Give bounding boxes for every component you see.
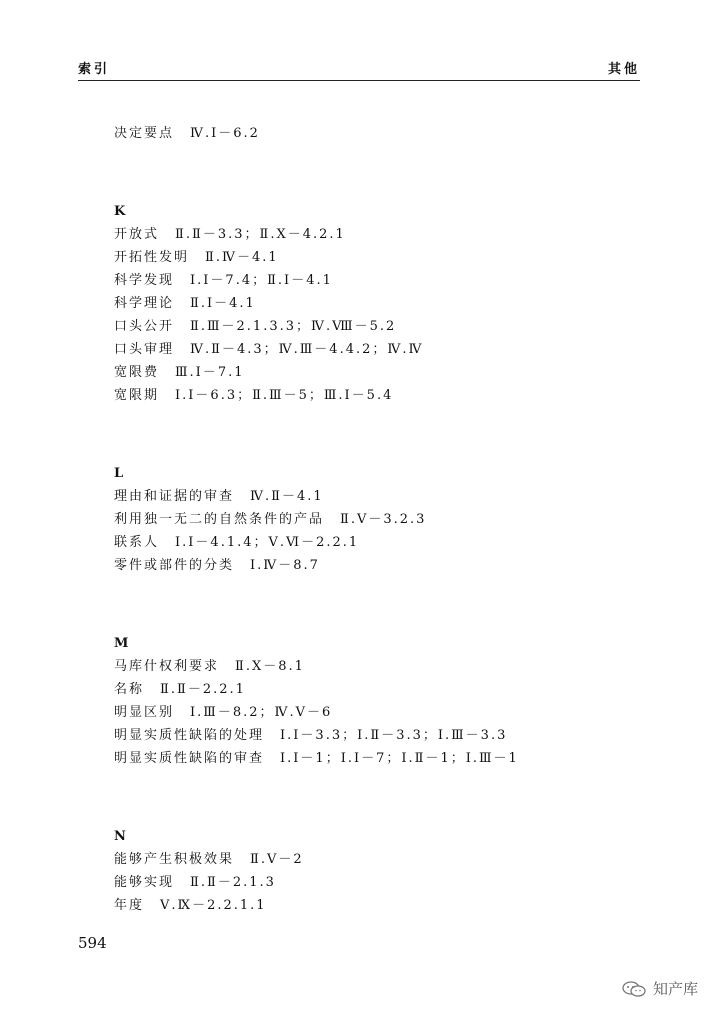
entry-reference: Ⅱ.Ⅱ－2.1.3 [190,875,276,890]
entry-term: 口头公开 [114,319,175,334]
header-right-title: 其他 [607,62,640,77]
entry-term: 名称 [114,682,145,697]
entry-term: 宽限期 [114,388,160,403]
entry-term: 年度 [114,898,145,913]
entry-term: 明显实质性缺陷的处理 [114,728,265,743]
entry-reference: Ⅳ.Ⅱ－4.1 [250,489,324,504]
index-entry [114,554,674,577]
entry-reference: Ⅱ.Ⅱ－3.3；Ⅱ.Ⅹ－4.2.1 [175,227,346,242]
entry-reference: Ⅰ.Ⅲ－8.2；Ⅳ.Ⅴ－6 [190,705,333,720]
entry-term: 开放式 [114,227,160,242]
entry-reference: Ⅰ.Ⅰ－1；Ⅰ.Ⅰ－7；Ⅰ.Ⅱ－1；Ⅰ.Ⅲ－1 [280,751,519,766]
index-entry [114,678,674,701]
index-entry [114,655,674,678]
index-entry [114,485,674,508]
entry-term: 明显实质性缺陷的审查 [114,751,265,766]
index-section [114,203,674,407]
entry-reference: Ⅱ.Ⅴ－2 [250,852,304,867]
index-entry [114,531,674,554]
entry-term: 科学理论 [114,296,175,311]
index-entry [114,269,674,292]
entry-term: 决定要点 [114,126,175,141]
entry-reference: Ⅱ.Ⅳ－4.1 [205,250,279,265]
index-entry [114,701,674,724]
index-entry [114,894,674,917]
index-entry [114,338,674,361]
entry-reference: Ⅱ.Ⅱ－2.2.1 [160,682,246,697]
index-entry [114,747,674,770]
entry-term: 口头审理 [114,342,175,357]
index-entry [114,292,674,315]
entry-term: 利用独一无二的自然条件的产品 [114,512,325,527]
header-rule [78,80,640,81]
entry-term: 零件或部件的分类 [114,558,235,573]
entry-term: 能够产生积极效果 [114,852,235,867]
wechat-icon [621,981,647,997]
index-section [114,635,674,770]
index-content [114,122,674,975]
section-letter: N [114,829,126,844]
entry-reference: Ⅰ.Ⅰ－7.4；Ⅱ.Ⅰ－4.1 [190,273,333,288]
index-entry [114,871,674,894]
entry-term: 开拓性发明 [114,250,190,265]
entry-reference: Ⅱ.Ⅹ－8.1 [235,659,305,674]
section-letter: L [114,466,124,481]
index-entry [114,361,674,384]
entry-term: 明显区别 [114,705,175,720]
entry-term: 理由和证据的审查 [114,489,235,504]
index-section [114,828,674,917]
entry-reference: Ⅱ.Ⅰ－4.1 [190,296,256,311]
section-letter: K [114,204,126,219]
index-entry [114,724,674,747]
index-entry [114,223,674,246]
entry-reference: Ⅰ.Ⅰ－3.3；Ⅰ.Ⅱ－3.3；Ⅰ.Ⅲ－3.3 [280,728,508,743]
entry-term: 联系人 [114,535,160,550]
index-entry [114,508,674,531]
index-entry [114,315,674,338]
entry-reference: Ⅴ.Ⅸ－2.2.1.1 [160,898,267,913]
entry-term: 马库什权利要求 [114,659,220,674]
entry-reference: Ⅳ.Ⅰ－6.2 [190,126,260,141]
entry-term: 能够实现 [114,875,175,890]
watermark [621,978,698,999]
entry-reference: Ⅰ.Ⅰ－6.3；Ⅱ.Ⅲ－5；Ⅲ.Ⅰ－5.4 [175,388,394,403]
page-number: 594 [78,934,107,952]
entry-reference: Ⅳ.Ⅱ－4.3；Ⅳ.Ⅲ－4.4.2；Ⅳ.Ⅳ [190,342,424,357]
index-section [114,465,674,577]
entry-reference: Ⅰ.Ⅰ－4.1.4；Ⅴ.Ⅵ－2.2.1 [175,535,360,550]
entry-reference: Ⅲ.Ⅰ－7.1 [175,365,245,380]
watermark-text: 知产库 [652,980,698,998]
entry-reference: Ⅱ.Ⅴ－3.2.3 [340,512,427,527]
index-entry [114,384,674,407]
index-section [114,122,674,145]
index-entry [114,246,674,269]
entry-term: 科学发现 [114,273,175,288]
header-left-title: 索引 [78,62,111,77]
index-entry [114,848,674,871]
section-letter: M [114,636,129,651]
entry-reference: Ⅰ.Ⅳ－8.7 [250,558,320,573]
entry-reference: Ⅱ.Ⅲ－2.1.3.3；Ⅳ.Ⅷ－5.2 [190,319,397,334]
entry-term: 宽限费 [114,365,160,380]
index-entry [114,122,674,145]
